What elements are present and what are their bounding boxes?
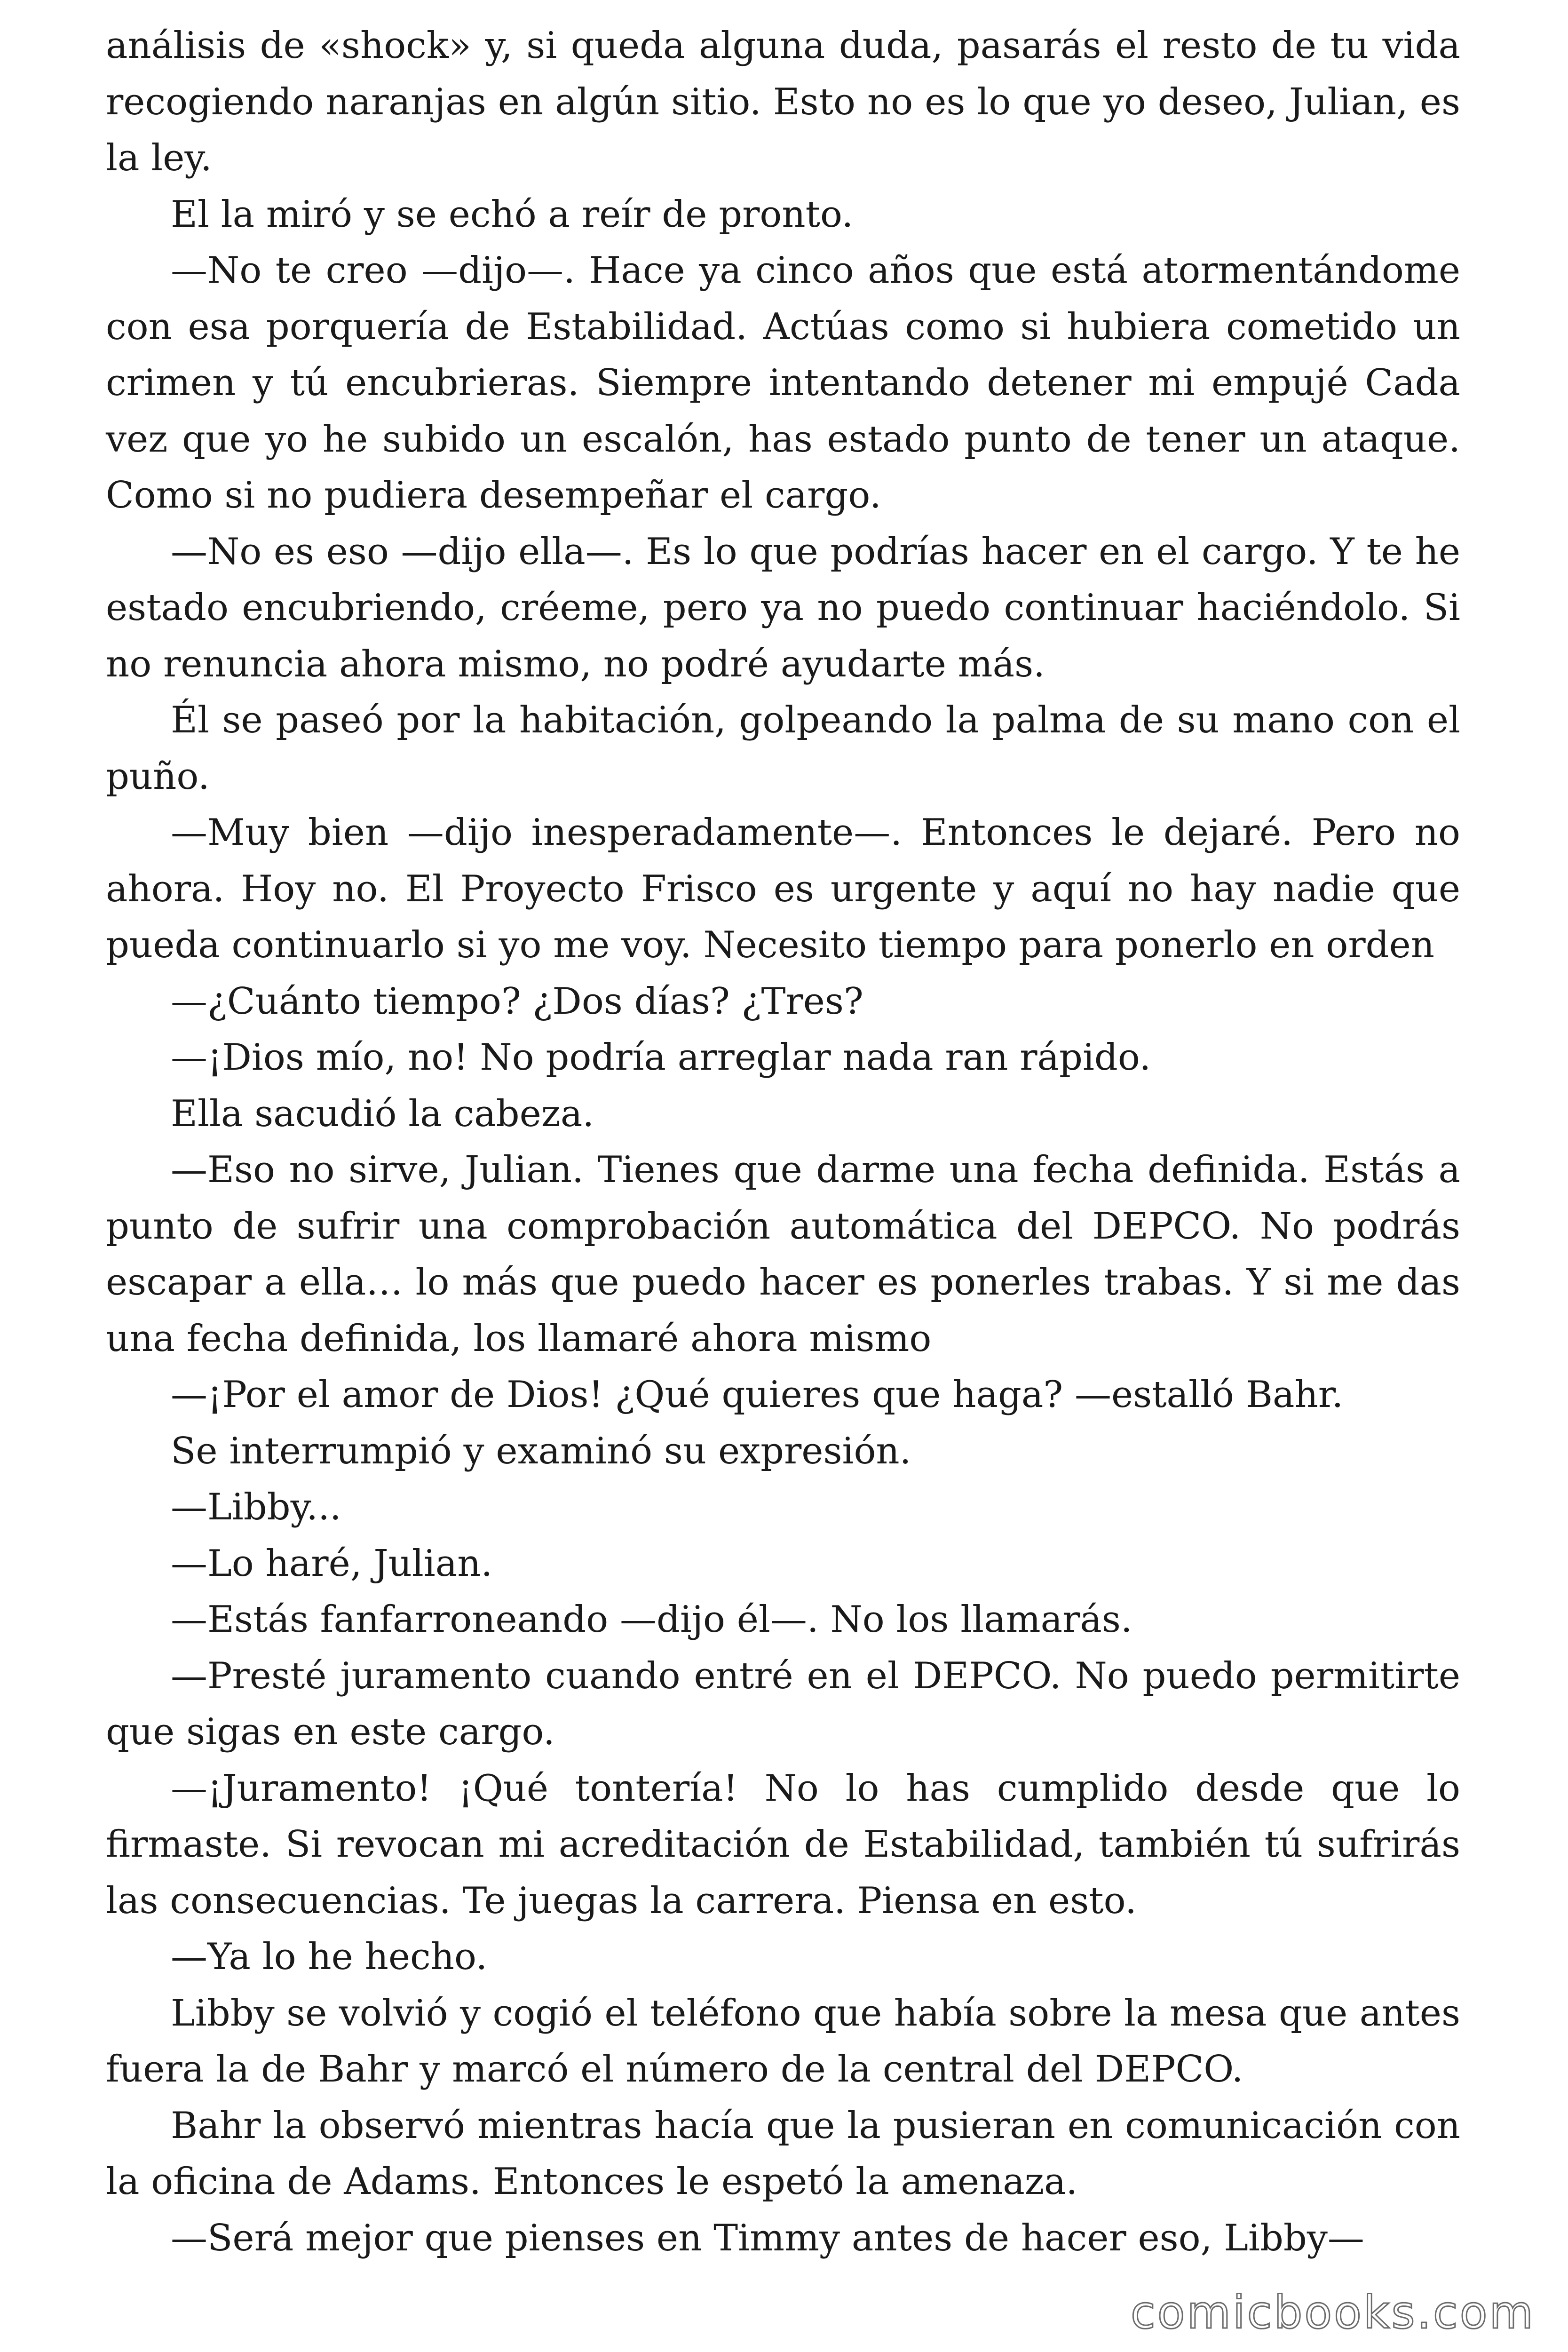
paragraph: —Será mejor que pienses en Timmy antes de hacer eso, Libby— [171, 2217, 1364, 2259]
paragraph: —Eso no sirve, Julian. Tienes que darme una fecha definida. Estás a punto de sufrir una comprobación automática del DEPCO. No podrás escapar a ella… lo más que puedo hacer es ponerles trabas. Y si me das una fecha definida, los llamaré ahora mismo [106, 1149, 1460, 1360]
paragraph: —¡Dios mío, no! No podría arreglar nada ran rápido. [171, 1036, 1151, 1079]
paragraph: —Presté juramento cuando entré en el DEPCO. No puedo permitirte que sigas en este cargo. [106, 1654, 1460, 1753]
paragraph: —¡Por el amor de Dios! ¿Qué quieres que haga? —estalló Bahr. [171, 1374, 1344, 1416]
paragraph: Él se paseó por la habitación, golpeando la palma de su mano con el puño. [106, 699, 1460, 798]
paragraph: —Lo haré, Julian. [171, 1542, 493, 1585]
paragraph: Libby se volvió y cogió el teléfono que había sobre la mesa que antes fuera la de Bahr y marcó el número de la central del DEPCO. [106, 1992, 1460, 2090]
paragraph: —Libby... [171, 1486, 341, 1528]
book-page [106, 18, 1460, 2266]
paragraph: —Estás fanfarroneando —dijo él—. No los llamarás. [171, 1598, 1132, 1641]
paragraph: Ella sacudió la cabeza. [171, 1092, 594, 1135]
watermark: comicbooks.com [1130, 2286, 1535, 2339]
paragraph: —Ya lo he hecho. [171, 1936, 488, 1978]
paragraph: análisis de «shock» y, si queda alguna duda, pasarás el resto de tu vida recogiendo naranjas en algún sitio. Esto no es lo que yo deseo, Julian, es la ley. [106, 24, 1460, 179]
paragraph: Se interrumpió y examinó su expresión. [171, 1430, 911, 1472]
paragraph: Bahr la observó mientras hacía que la pusieran en comunicación con la oficina de Adams. Entonces le espetó la amenaza. [106, 2104, 1460, 2203]
paragraph: —¡Juramento! ¡Qué tontería! No lo has cumplido desde que lo firmaste. Si revocan mi acreditación de Estabilidad, también tú sufrirás las consecuencias. Te juegas la carrera. Piensa en esto. [106, 1767, 1460, 1922]
paragraph: —No te creo —dijo—. Hace ya cinco años que está atormentándome con esa porquería de Estabilidad. Actúas como si hubiera cometido un crimen y tú encubrieras. Siempre intentando detener mi empujé Cada vez que yo he subido un escalón, has estado punto de tener un ataque. Como si no pudiera desempeñar el cargo. [106, 249, 1460, 516]
paragraph: —Muy bien —dijo inesperadamente—. Entonces le dejaré. Pero no ahora. Hoy no. El Proyecto Frisco es urgente y aquí no hay nadie que pueda continuarlo si yo me voy. Necesito tiempo para ponerlo en orden [106, 811, 1460, 966]
paragraph: —¿Cuánto tiempo? ¿Dos días? ¿Tres? [171, 980, 863, 1023]
paragraph: El la miró y se echó a reír de pronto. [171, 193, 854, 236]
paragraph: —No es eso —dijo ella—. Es lo que podrías hacer en el cargo. Y te he estado encubriendo, créeme, pero ya no puedo continuar haciéndolo. Si no renuncia ahora mismo, no podré ayudarte más. [106, 530, 1460, 685]
